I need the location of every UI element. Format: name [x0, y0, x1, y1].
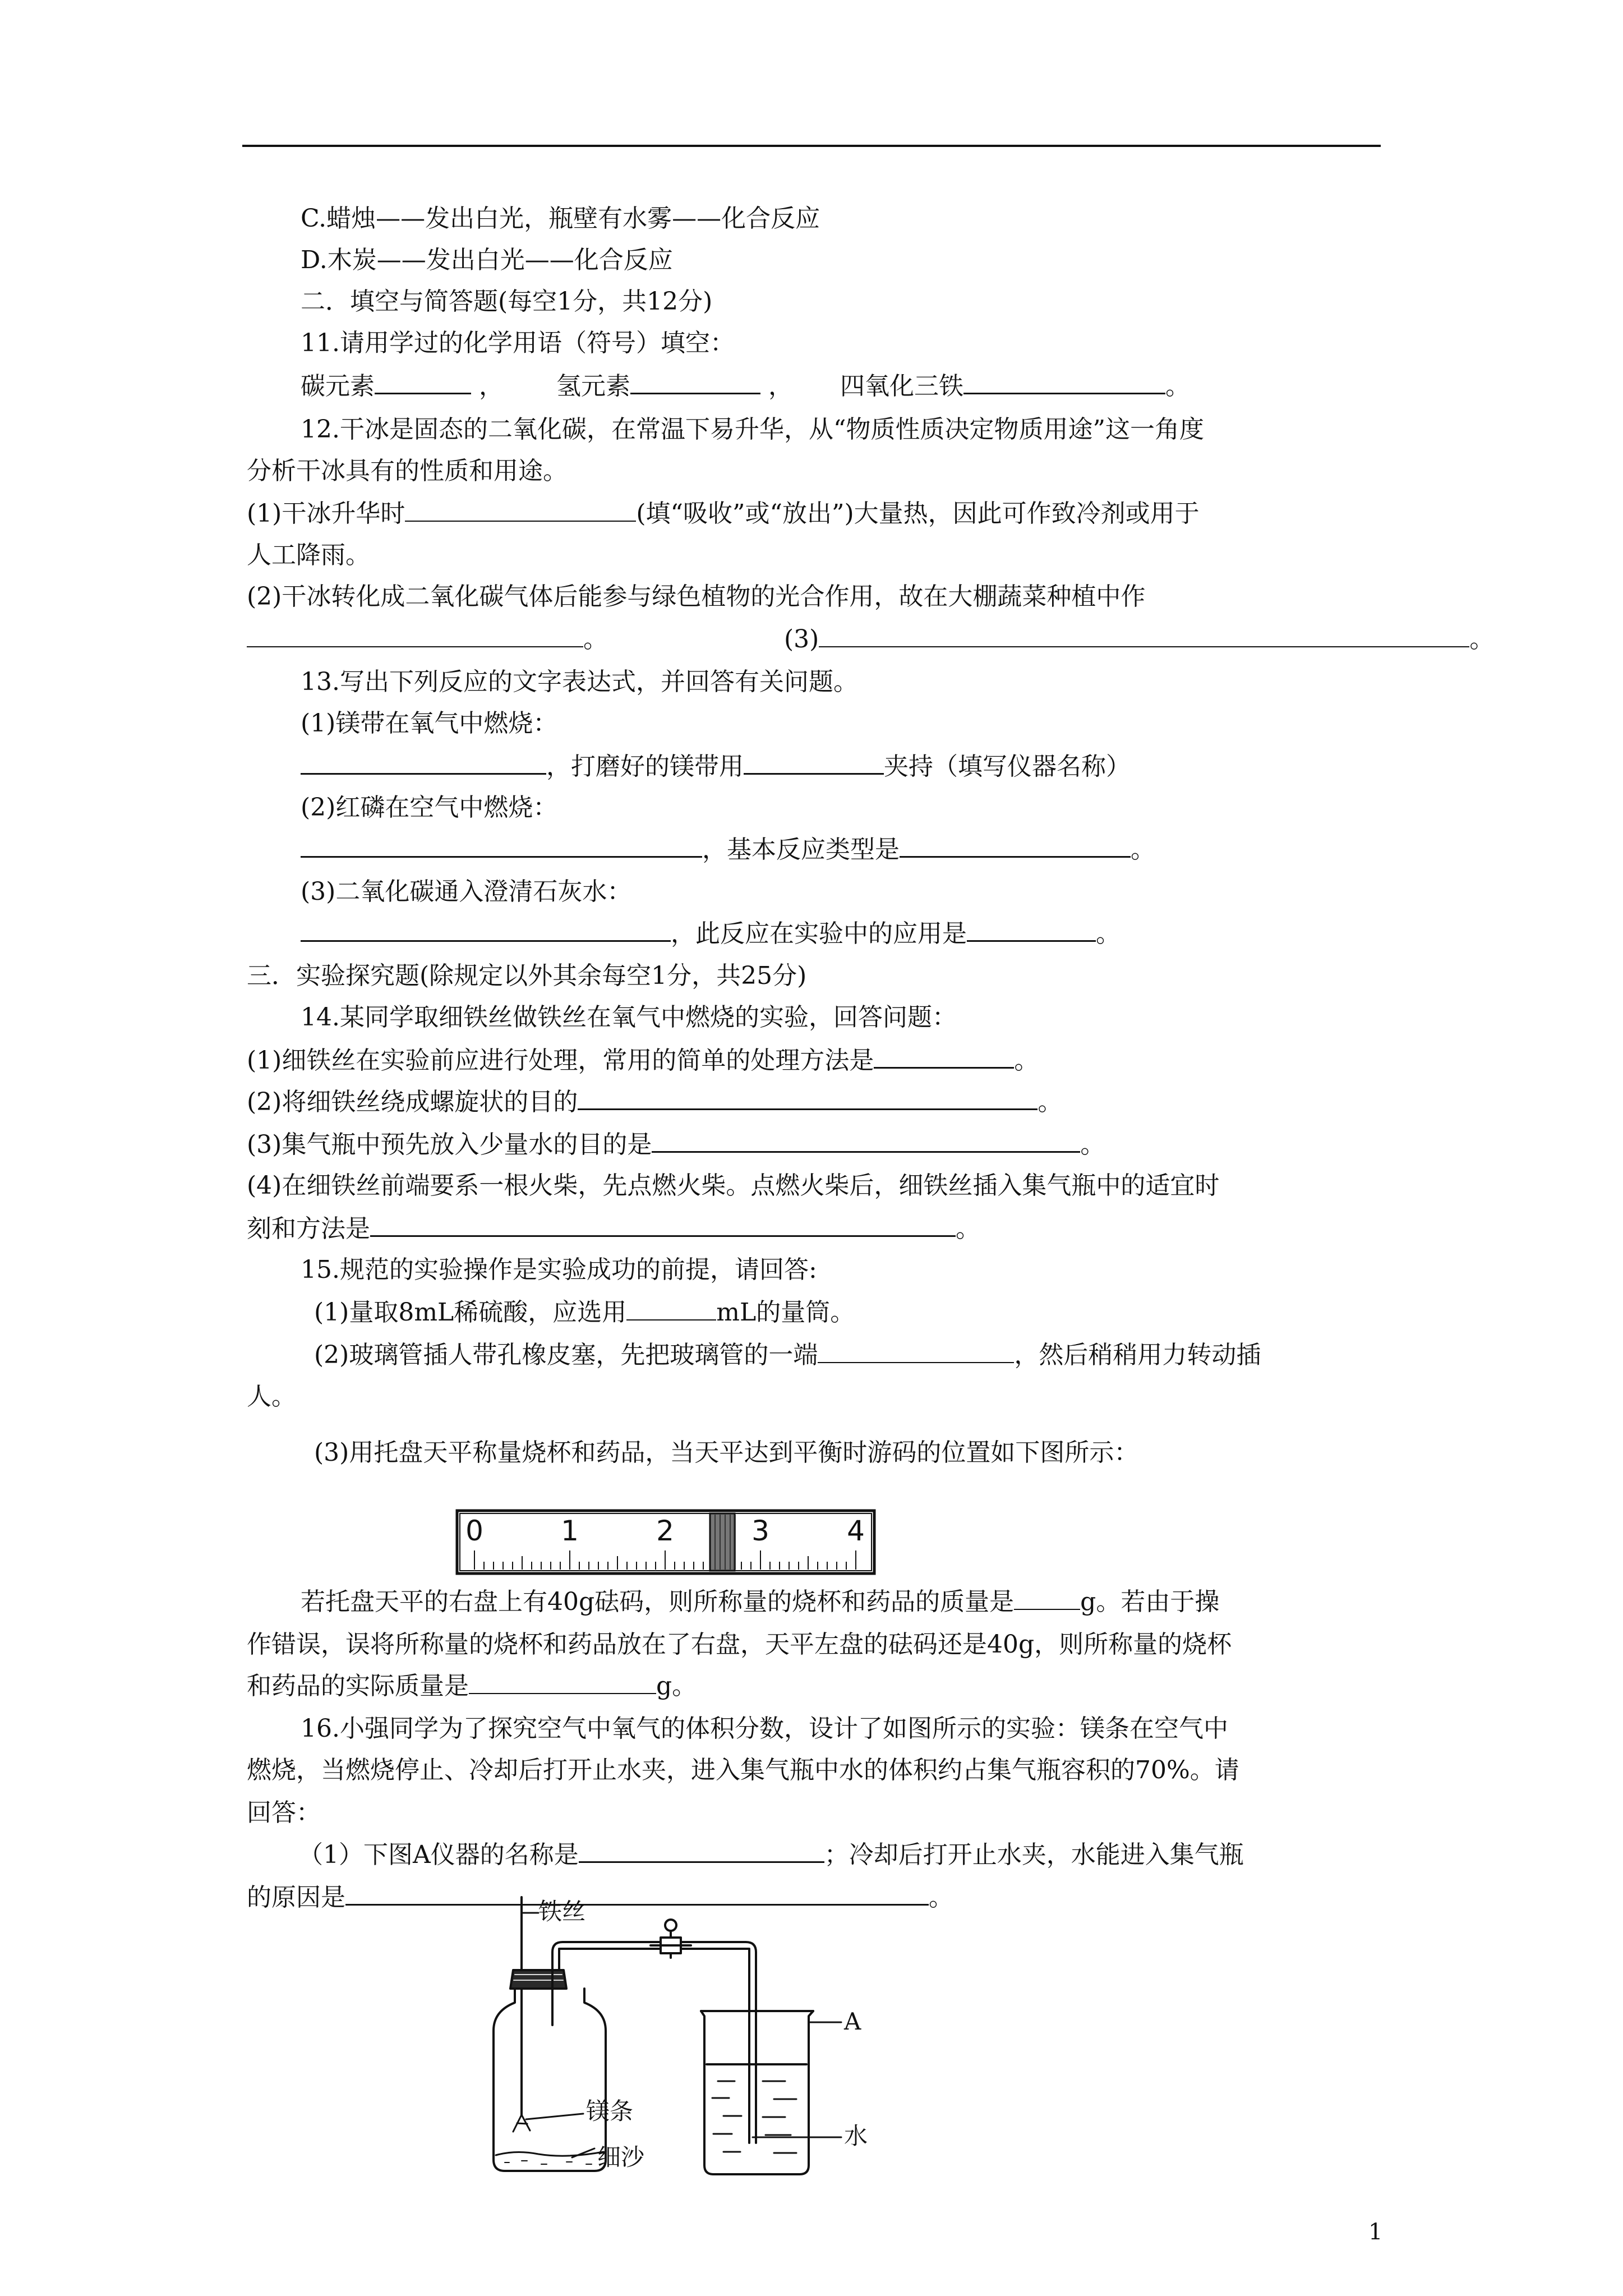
answer-blank[interactable] [469, 1671, 656, 1694]
question-13-2-blanks: ，基本反应类型是 。 [301, 834, 1506, 866]
header-rule [242, 145, 1381, 147]
answer-blank[interactable] [375, 370, 471, 394]
answer-blank[interactable] [819, 624, 1469, 647]
answer-blank[interactable] [626, 1297, 716, 1320]
apparatus-diagram [482, 1896, 875, 2188]
label-water: 水 [844, 2122, 868, 2150]
question-15-2-cont: 人。 [247, 1382, 296, 1411]
question-15-3-cont: 作错误，误将所称量的烧杯和药品放在了右盘，天平左盘的砝码还是40g，则所称量的烧杯 [247, 1630, 1232, 1659]
question-11-blanks: 碳元素 ， 氢元素 ， 四氧化三铁 。 [301, 370, 1506, 402]
answer-blank[interactable] [900, 834, 1131, 858]
question-14-4-cont: 刻和方法是 。 [247, 1213, 1453, 1245]
question-14-4: (4)在细铁丝前端要系一根火柴，先点燃火柴。点燃火柴后，细铁丝插入集气瓶中的适宜时 [247, 1171, 1220, 1200]
section-2-heading: 二．填空与简答题(每空1分，共12分) [301, 287, 713, 316]
label-magnesium: 镁条 [586, 2097, 634, 2125]
balance-rider-ruler [455, 1509, 876, 1575]
question-14-2: (2)将细铁丝绕成螺旋状的目的 。 [247, 1086, 1453, 1118]
question-15-1: (1)量取8mL稀硫酸，应选用 mL的量筒。 [314, 1298, 855, 1327]
question-13-1-blanks: ，打磨好的镁带用 夹持（填写仪器名称） [301, 751, 1506, 783]
answer-blank[interactable] [1014, 1586, 1080, 1610]
question-12-2: (2)干冰转化成二氧化碳气体后能参与绿色植物的光合作用，故在大棚蔬菜种植中作 [247, 582, 1146, 611]
question-12-1: (1)干冰升华时 (填“吸收”或“放出”)大量热，因此可作致冷剂或用于 [247, 499, 1200, 528]
question-12-cont: 分析干冰具有的性质和用途。 [247, 457, 568, 485]
answer-blank[interactable] [652, 1129, 1080, 1153]
question-13-3-blanks: ，此反应在实验中的应用是 。 [301, 918, 1506, 950]
question-15-3-mass: 若托盘天平的右盘上有40g砝码，则所称量的烧杯和药品的质量是 g。若由于操 [301, 1588, 1220, 1616]
question-14-1: (1)细铁丝在实验前应进行处理，常用的简单的处理方法是 。 [247, 1045, 1453, 1076]
question-12-1-cont: 人工降雨。 [247, 541, 370, 569]
question-15-3: (3)用托盘天平称量烧杯和药品，当天平达到平衡时游码的位置如下图所示： [314, 1438, 1139, 1467]
question-15: 15.规范的实验操作是实验成功的前提，请回答: [301, 1255, 817, 1284]
question-16-1: （1）下图A仪器的名称是 ；冷却后打开止水夹，水能进入集气瓶 [298, 1839, 1504, 1871]
question-13-1: (1)镁带在氧气中燃烧： [301, 709, 558, 738]
ruler-tick-label: 2 [656, 1515, 674, 1547]
page-number: 1 [1368, 2219, 1383, 2245]
answer-blank[interactable] [630, 370, 760, 394]
question-16: 16.小强同学为了探究空气中氧气的体积分数，设计了如图所示的实验：镁条在空气中 [301, 1714, 1228, 1743]
option-c: C.蜡烛——发出白光，瓶壁有水雾——化合反应 [301, 204, 820, 233]
question-15-3-actual: 和药品的实际质量是 g。 [247, 1672, 697, 1700]
apparatus-drawing [482, 1896, 875, 2188]
question-13-3: (3)二氧化碳通入澄清石灰水： [301, 877, 632, 906]
answer-blank[interactable] [579, 1839, 824, 1863]
answer-blank[interactable] [744, 751, 884, 775]
question-16-cont-2: 回答： [247, 1798, 321, 1827]
answer-blank[interactable] [967, 918, 1096, 942]
answer-blank[interactable] [247, 624, 583, 647]
answer-blank[interactable] [578, 1086, 1038, 1110]
question-16-cont-1: 燃烧，当燃烧停止、冷却后打开止水夹，进入集气瓶中水的体积约占集气瓶容积的70%。请 [247, 1756, 1239, 1784]
section-3-heading: 三．实验探究题(除规定以外其余每空1分，共25分) [247, 961, 807, 990]
answer-blank[interactable] [301, 834, 702, 858]
answer-blank[interactable] [874, 1045, 1014, 1069]
ruler-tick-label: 1 [561, 1515, 579, 1547]
label-a: A [844, 2008, 861, 2035]
ruler-tick-label: 0 [465, 1515, 483, 1547]
question-14-3: (3)集气瓶中预先放入少量水的目的是 。 [247, 1129, 1453, 1161]
question-12: 12.干冰是固态的二氧化碳，在常温下易升华，从“物质性质决定物质用途”这一角度 [301, 415, 1204, 444]
answer-blank[interactable] [405, 498, 636, 522]
ruler-rider [710, 1513, 735, 1571]
answer-blank[interactable] [301, 751, 546, 775]
answer-blank[interactable] [818, 1340, 1014, 1363]
ruler-drawing [455, 1509, 876, 1575]
question-11: 11.请用学过的化学用语（符号）填空： [301, 329, 735, 357]
answer-blank[interactable] [963, 370, 1165, 394]
question-13: 13.写出下列反应的文字表达式，并回答有关问题。 [301, 668, 858, 696]
label-sand: 细沙 [597, 2143, 645, 2171]
ruler-tick-label: 4 [847, 1515, 865, 1547]
answer-blank[interactable] [370, 1213, 956, 1237]
answer-blank[interactable] [301, 918, 671, 942]
question-13-2: (2)红磷在空气中燃烧： [301, 793, 558, 822]
option-d: D.木炭——发出白光——化合反应 [301, 246, 673, 274]
ruler-tick-label: 3 [751, 1515, 769, 1547]
question-14: 14.某同学取细铁丝做铁丝在氧气中燃烧的实验，回答问题： [301, 1003, 957, 1032]
question-16-1-cont: 的原因是 。 [247, 1881, 1453, 1913]
question-12-2-3: 。 (3) 。 [247, 624, 1453, 655]
question-15-2: (2)玻璃管插人带孔橡皮塞，先把玻璃管的一端 ，然后稍稍用力转动插 [314, 1341, 1261, 1369]
label-iron-wire: 铁丝 [538, 1898, 586, 1925]
